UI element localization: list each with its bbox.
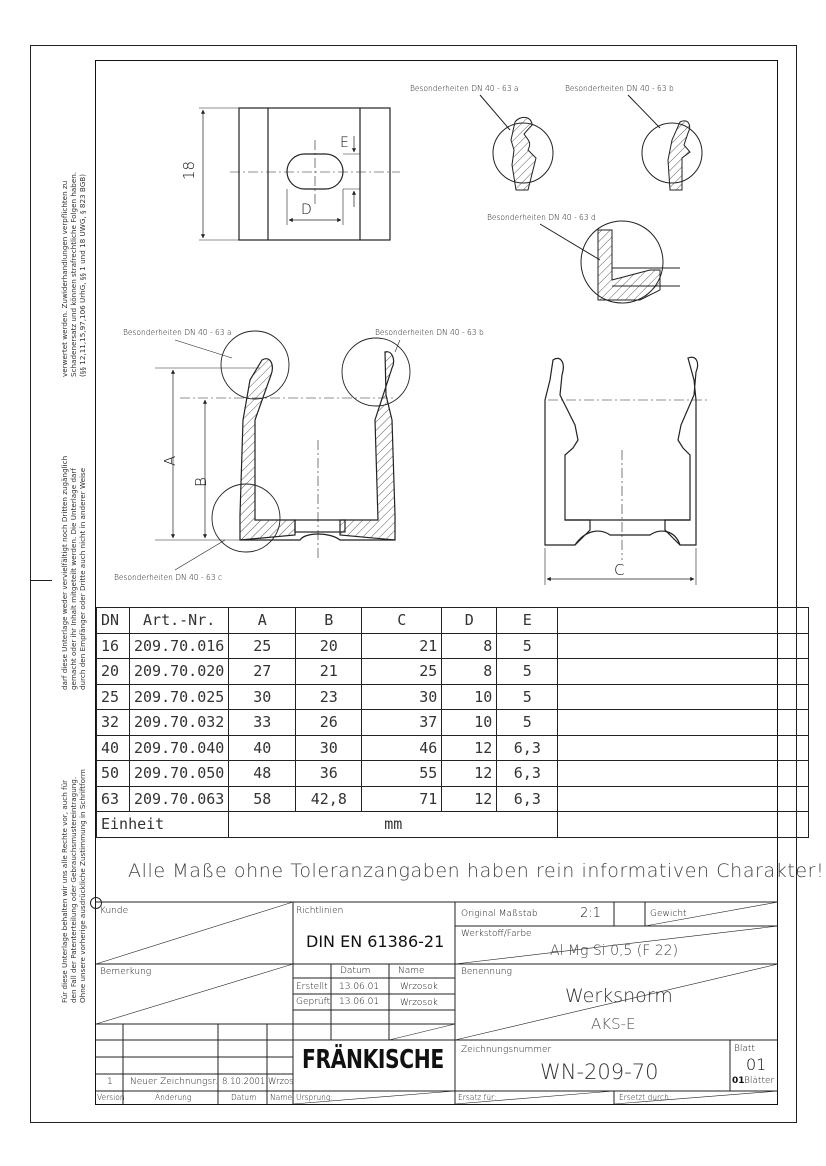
cell-b: 42,8 bbox=[296, 786, 362, 812]
cell-art-nr: 209.70.020 bbox=[130, 659, 229, 685]
cell-art-nr: 209.70.025 bbox=[130, 684, 229, 710]
copyright-line: Für diese Unterlage behalten wir uns alle Rechte vor, auch für bbox=[60, 779, 69, 1003]
cell-c: 30 bbox=[362, 684, 442, 710]
cell-b: 30 bbox=[296, 735, 362, 761]
copyright-line: verwertet werden. Zuwiderhandlungen verpflichten zu bbox=[60, 180, 69, 377]
cell-b: 20 bbox=[296, 633, 362, 659]
werkstoff-value: Al Mg Si 0,5 (F 22) bbox=[550, 943, 679, 959]
dimension-B: B bbox=[192, 477, 210, 487]
kunde-label: Kunde bbox=[100, 906, 129, 916]
label-detail-c-side: Besonderheiten DN 40 - 63 c bbox=[114, 573, 223, 582]
copyright-line: gemacht oder ihr Inhalt mitgeteilt werden. Die Unterlage darf bbox=[69, 468, 78, 690]
col-version: Version bbox=[97, 1093, 125, 1102]
header-d: D bbox=[442, 608, 497, 634]
cell-dn: 50 bbox=[97, 761, 130, 787]
company-logo: FRÄNKISCHE bbox=[302, 1045, 444, 1075]
cell-d: 12 bbox=[442, 761, 497, 787]
copyright-line: Schadenersatz und können strafrechtliche Folgen haben. bbox=[69, 171, 78, 377]
cell-dn: 20 bbox=[97, 659, 130, 685]
cell-e: 5 bbox=[497, 659, 558, 685]
cell-a: 27 bbox=[229, 659, 296, 685]
header-a: A bbox=[229, 608, 296, 634]
ursprung-label: Ursprung: bbox=[296, 1093, 333, 1102]
geprueft-label: Geprüft bbox=[296, 997, 331, 1007]
cell-d: 10 bbox=[442, 710, 497, 736]
cell-a: 48 bbox=[229, 761, 296, 787]
dimension-18: 18 bbox=[180, 160, 198, 180]
tolerance-note: Alle Maße ohne Toleranzangaben haben rein informativen Charakter! bbox=[128, 860, 825, 882]
erstellt-label: Erstellt bbox=[296, 982, 328, 992]
cell-c: 21 bbox=[362, 633, 442, 659]
werkstoff-label: Werkstoff/Farbe bbox=[461, 929, 532, 939]
cell-dn: 25 bbox=[97, 684, 130, 710]
cell-e: 5 bbox=[497, 710, 558, 736]
cell-dn: 32 bbox=[97, 710, 130, 736]
header-dn: DN bbox=[97, 608, 130, 634]
benennung-value: Werksnorm bbox=[565, 985, 673, 1007]
copyright-line: Ohne unsere vorherige ausdrückliche Zustimmung in Schriftform bbox=[78, 769, 87, 1003]
header-b: B bbox=[296, 608, 362, 634]
cell-c: 46 bbox=[362, 735, 442, 761]
revision-datum: 8.10.2001 bbox=[222, 1077, 266, 1087]
cell-dn: 63 bbox=[97, 786, 130, 812]
geprueft-datum: 13.06.01 bbox=[339, 997, 380, 1007]
blaetter-label: Blätter bbox=[744, 1076, 775, 1086]
cell-b: 36 bbox=[296, 761, 362, 787]
ersatz-fuer-label: Ersatz für: bbox=[458, 1093, 497, 1102]
cell-c: 25 bbox=[362, 659, 442, 685]
cell-e: 5 bbox=[497, 633, 558, 659]
label-detail-b-side: Besonderheiten DN 40 - 63 b bbox=[375, 328, 484, 337]
blatt-value: 01 bbox=[746, 1055, 767, 1074]
cell-art-nr: 209.70.016 bbox=[130, 633, 229, 659]
cell-b: 21 bbox=[296, 659, 362, 685]
cell-d: 12 bbox=[442, 786, 497, 812]
label-detail-b-top: Besonderheiten DN 40 - 63 b bbox=[565, 84, 674, 93]
cell-c: 37 bbox=[362, 710, 442, 736]
copyright-line: (§§ 12,11,15,97,106 UrhG, §§ 1 und 18 UWG, § 823 BGB) bbox=[78, 173, 87, 377]
cell-art-nr: 209.70.032 bbox=[130, 710, 229, 736]
cell-art-nr: 209.70.050 bbox=[130, 761, 229, 787]
dimension-A: A bbox=[161, 455, 179, 466]
cell-a: 33 bbox=[229, 710, 296, 736]
cell-c: 55 bbox=[362, 761, 442, 787]
cell-a: 40 bbox=[229, 735, 296, 761]
benennung-label: Benennung bbox=[461, 967, 512, 977]
copyright-line: durch den Empfänger oder Dritte auch nicht in anderer Weise bbox=[78, 467, 87, 690]
ersetzt-durch-label: Ersetzt durch: bbox=[619, 1093, 672, 1102]
geprueft-name: Wrzosok bbox=[400, 998, 438, 1008]
erstellt-datum: 13.06.01 bbox=[339, 982, 380, 992]
cell-dn: 16 bbox=[97, 633, 130, 659]
cell-e: 6,3 bbox=[497, 761, 558, 787]
cell-d: 8 bbox=[442, 633, 497, 659]
dimension-E: E bbox=[340, 135, 349, 151]
cell-d: 10 bbox=[442, 684, 497, 710]
label-detail-a-top: Besonderheiten DN 40 - 63 a bbox=[410, 84, 519, 93]
revision-aenderung: Neuer Zeichnungsr. bbox=[130, 1077, 218, 1087]
cell-b: 26 bbox=[296, 710, 362, 736]
col-datum: Datum bbox=[231, 1093, 257, 1102]
cell-d: 12 bbox=[442, 735, 497, 761]
cell-a: 58 bbox=[229, 786, 296, 812]
datum-label: Datum bbox=[340, 966, 371, 976]
cell-b: 23 bbox=[296, 684, 362, 710]
label-detail-a-side: Besonderheiten DN 40 - 63 a bbox=[123, 328, 232, 337]
unit-value: mm bbox=[229, 812, 558, 838]
zeichnungsnummer-label: Zeichnungsnummer bbox=[461, 1045, 552, 1055]
cell-dn: 40 bbox=[97, 735, 130, 761]
original-massstab-label: Original Maßstab bbox=[461, 909, 538, 919]
gewicht-label: Gewicht bbox=[650, 909, 687, 919]
blatt-label: Blatt bbox=[734, 1044, 755, 1054]
dimension-C: C bbox=[614, 561, 625, 579]
copyright-line: den Fall der Patenterteilung oder Gebrauchsmustereintragung. bbox=[69, 776, 78, 1003]
richtlinien-value: DIN EN 61386-21 bbox=[306, 932, 445, 951]
cell-art-nr: 209.70.063 bbox=[130, 786, 229, 812]
cell-e: 6,3 bbox=[497, 735, 558, 761]
cell-e: 6,3 bbox=[497, 786, 558, 812]
revision-name: Wrzos bbox=[268, 1077, 294, 1087]
cell-a: 30 bbox=[229, 684, 296, 710]
dimension-D: D bbox=[301, 202, 312, 218]
header-art-nr: Art.-Nr. bbox=[130, 608, 229, 634]
revision-version: 1 bbox=[107, 1077, 113, 1087]
bemerkung-label: Bemerkung bbox=[100, 967, 152, 977]
cell-d: 8 bbox=[442, 659, 497, 685]
cell-art-nr: 209.70.040 bbox=[130, 735, 229, 761]
original-massstab-value: 2:1 bbox=[580, 906, 601, 921]
blaetter-number: 01 bbox=[732, 1076, 745, 1086]
col-aenderung: Änderung bbox=[155, 1093, 192, 1102]
cell-a: 25 bbox=[229, 633, 296, 659]
copyright-line: darf diese Unterlage weder vervielfältigt noch Dritten zugänglich bbox=[60, 455, 69, 690]
erstellt-name: Wrzosok bbox=[400, 982, 438, 992]
richtlinien-label: Richtlinien bbox=[296, 906, 344, 916]
benennung-subtitle: AKS-E bbox=[591, 1015, 636, 1033]
zeichnungsnummer-value: WN-209-70 bbox=[540, 1060, 659, 1084]
header-c: C bbox=[362, 608, 442, 634]
unit-label: Einheit bbox=[97, 812, 229, 838]
col-name: Name bbox=[270, 1093, 293, 1102]
cell-c: 71 bbox=[362, 786, 442, 812]
name-label: Name bbox=[398, 966, 425, 976]
header-e: E bbox=[497, 608, 558, 634]
cell-e: 5 bbox=[497, 684, 558, 710]
label-detail-d: Besonderheiten DN 40 - 63 d bbox=[487, 213, 596, 222]
